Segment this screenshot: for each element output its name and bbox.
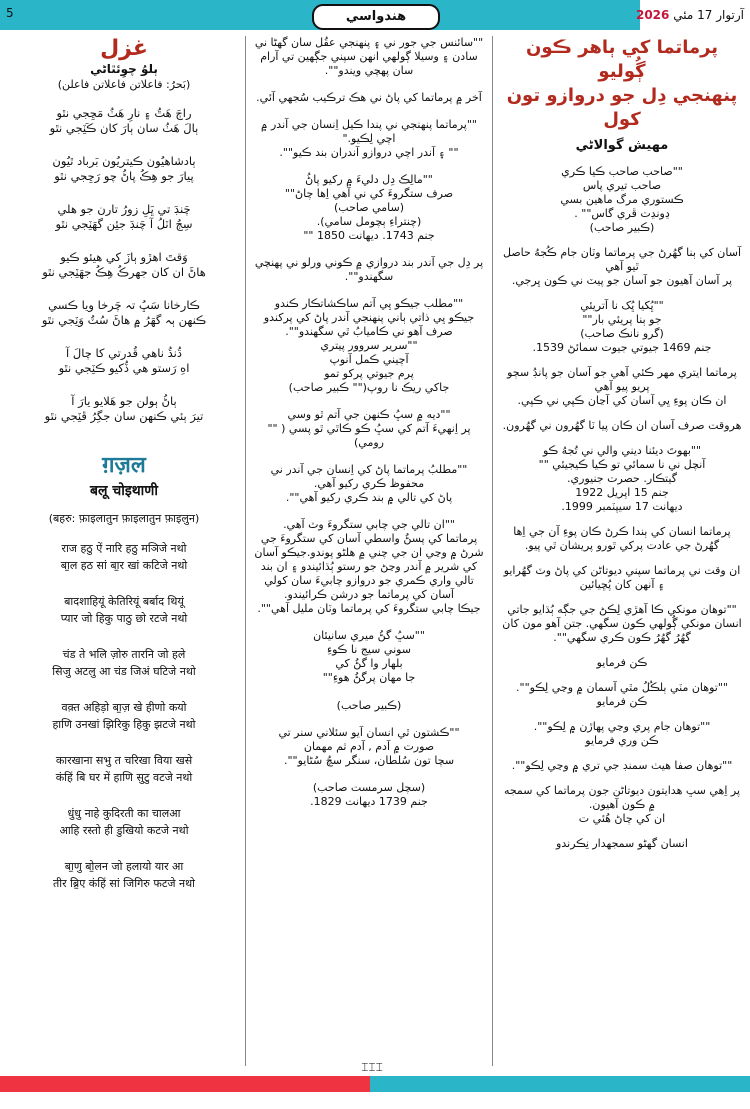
ghazal-meter-sindhi: (بَحرُ: فاعلاتن فاعلاتن فاعلن) <box>57 78 191 91</box>
article-author: مهيش گوالاڻي <box>575 138 669 153</box>
article-title-line2: پنهنجي دِل جو دروازو تون کول <box>506 85 738 130</box>
article-paragraph: ""بهوتَ ديئنا ديني والي ني تُجهُ ڪو آنچل ني نا سمائي تو ڪيا ڪيجيئي "" گيتڪار. حصرت جنيوري. جنم 15 اپريل 1922 ديهانت 17 سيپٽمبر 1999. <box>538 444 706 513</box>
article-paragraph: ""ڀُکيا ڀُک نا آتريئي جو ٻنا پريئي بار"" (گرو نانڪ صاحب) جنم 1469 جيوتي جيوت سمائڻ 1539. <box>532 299 712 354</box>
article-paragraph: ڪن فرمايو <box>596 656 648 669</box>
column-divider-right <box>492 36 493 1066</box>
footer-cyan-band <box>370 1076 750 1092</box>
ghazal-couplet: وَقتَ اهڙو ٻازَ کي هيئو ڪيو هاڻَ ان کان جهرڪُ هِڪُ جهَٽِجي نٿو <box>42 250 206 279</box>
article-paragraph: ""ان تالي جي چابي ستگروءَ وٽ آهي. پرماتما کي پسڻُ واسطي آسان کي ستگروءَ جي شرڻ ۾ وڃي ان جي چني ۾ هلڻو پوندو.جيڪو آسان کي شرير ۾ آندر وڃڻ جو رستو ٻُڌائيندو ۽ ان بند تالي واري ڪمري جو دروازو چابيءَ سان کولي آسان کي پرماتما جو درشن ڪرائيندو. جيڪا چابي ستگروءَ کي پرماتما وٽان مليل آهي"". <box>254 518 484 615</box>
page-number: 5 <box>6 6 14 20</box>
ghazal-author-devanagari: बलू चोइथाणी <box>89 483 159 499</box>
article-paragraph: آخر ۾ پرماتما کي پاڻ ني هڪ ترڪيب سُجهي آئي. <box>256 91 482 104</box>
year-text: 2026 <box>635 8 670 22</box>
dateline <box>560 8 744 22</box>
right-column <box>500 36 744 862</box>
article-paragraph: (سچل سرمست صاحب) جنم 1739 ديهانت 1829. <box>310 781 428 808</box>
article-paragraph: ""مطلبُ پرماتما پاڻ کي اِنسان جي آندر ني محفوظ ڪري رکيو آهي. پاڻ کي تالي ۾ بند ڪري رکيو آهي"". <box>270 463 468 504</box>
article-paragraph: ""ديه ۾ سڀُ ڪنهن جي آتم ٿو وسي پر اِنهيءَ آتم کي سڀُ ڪو ڪاٿي ٿو پسي ( "" رومي) <box>267 408 471 449</box>
ghazal-couplet: ٻاڻُ ٻولن جو هَلايو يارَ آ تيرَ ٻئي ڪنهن سان جگِرُ ڦٽِجي نٿو <box>44 394 204 423</box>
article-paragraph: انسان گهڻو سمجهدار نِڪرندو <box>556 837 688 850</box>
article-paragraph: ان وقت ني پرماتما سپني ديوتاڻن کي پاڻ وٽ گهُرايو ۽ آنهن کان پُڇيائين <box>503 564 741 591</box>
article-paragraph: پرماتما ايتري مهر ڪئي آهي جو آسان جو پانڊُ سڄو پريو پيو آهي ان ڪان پوءِ ڀي آسان کي آڃان ڪپي ني ڪپي. <box>507 366 737 407</box>
date-text: آرتوار 17 مئي <box>673 8 744 22</box>
article-paragraph: ""ڪشتون ٿي انسان آيو سئلاني سنر تي صورت ۾ آدم , آدم ثم مهمان سچا تون سُلطان، سنگر سچُ سُڻايو"". <box>278 726 460 767</box>
ghazal-couplet: ڪارخانا سَڀُ تہ چَرخا ويا ڪسي ڪنهن ٻہ گهَرُ ۾ هاڻَ سُٽُ وَٽِجي نٿو <box>41 298 207 327</box>
ghazal-author-sindhi: ٻلوُ چوِئٿاڻي <box>90 62 158 76</box>
article-paragraph: ""سڀُ گڻُ ميري سانيئان سوني سيج نا ڪوءِ بلهار وا گڻُ کي جا مهان پرگڻُ هوءِ"" (ڪبير صاحب) <box>313 629 425 712</box>
left-column <box>8 36 240 911</box>
article-paragraph: ""صاحب صاحب ڪيا ڪري صاحب تيري پاس ڪستوري مرگ ماهين بسي ڍونڍت ڦري گاس"" . (ڪبير صاحب) <box>560 165 684 234</box>
article-paragraph: هروقت صرف آسان ان ڪان پيا ٽا گهُرون ني گهُرون. <box>502 419 742 432</box>
middle-column <box>252 36 486 822</box>
article-title-line1: پرماتما کي ٻاهر ڪون ڳُوليو <box>525 37 719 82</box>
footer-red-band <box>0 1076 370 1092</box>
article-paragraph: ""مطلب جيڪو ڀي آتم ساڪشاتڪار ڪندو جيڪو ڀي ذاتي ٻاني پنهنجي آندر پاڻ کي پرکندو صرف آهو ني ڪاميابُ ٿي سگهندو"". ""سرير سروور پيتري آچيني ڪمل آنوپ پرم جيوتي پرکو تمو جاکي ريڪ نا روپ("" ڪبير صاحب) <box>263 297 475 394</box>
ghazal-couplet: ڌُنڌُ ناهي قُدرتي کا چالَ آ اهِ رَستو هي ڏُکيو ڪٽِجي نٿو <box>58 346 190 375</box>
article-paragraph: ""مالِڪ دِل دليءَ ۾ رکيو پاڻُ صرف ستگروءَ کي ني آهي اِها چاڻ"" (سامي صاحب) (چنتراءِ ٻچومل سامي). جنم 1743. ديهانت 1850 "" <box>284 173 454 242</box>
ghazal-couplets-devanagari <box>8 540 240 892</box>
ghazal-couplet: چَنڊَ تي ڀَلِ زورُ تارن جو هلي سِڄُ اٽلُ آ چَنڊَ جئِن گهَٽِجي نٿو <box>55 202 193 231</box>
footer-ornament: ⌶⌶⌶ <box>361 1060 383 1074</box>
article-paragraph: ""توهان جام پري وڃي پهاڙن ۾ لِڪو"". ڪن وري فرمايو <box>533 720 711 747</box>
article-paragraph: پر دِل جي آندر بند دروازي ۾ ڪوني ورلو ني پهنچي سگهندو"". <box>254 256 484 283</box>
ghazal-couplet: कारखाना सभु त चरिखा विया खसे कंहिं बि घर में हाणि सुटु वटजे नथो <box>55 754 193 784</box>
article-paragraph: ""توهان صفا هيٺ سمنڊ جي تري ۾ وڃي لِڪو"". <box>511 759 733 772</box>
article-paragraph: ""سائنس جي جور ني ۽ پنهنجي عقُل سان گهڻا ني سادن ۽ وسيلا ڳولهي انهن سپني جڳهين تي آرام سان پهچي ويندو"". <box>254 36 484 77</box>
masthead-logo: هندواسي <box>312 4 440 30</box>
ghazal-couplet: राज हठु ऐं नारि हठु मञिजे नथो बा॒ल हठ सां बा॒र खां कटिजे नथो <box>60 542 188 572</box>
ghazal-title-devanagari: ग़ज़ल <box>102 453 146 478</box>
ghazal-couplet: वक़्त अहिड़ो बा॒ज़ खे हीणो कयो हाणि उनखां झिरिकु हिकु झटजे नथो <box>52 701 196 731</box>
article-paragraph: آسان کي ٻنا گهُرڻ جي پرماتما وٽان جام ڪُجهُ حاصل ٿيو آهي پر آسان آهيون جو آسان جو پيٽ ني ڪون ڀرجي. <box>502 246 741 287</box>
devanagari-ghazal <box>8 452 240 892</box>
article-continuation <box>252 36 486 809</box>
article-body <box>500 165 744 851</box>
article-paragraph: پرماتما انسان کي ٻندا ڪرڻ ڪان پوءِ آن جي اِها گهُرڻ جي عادت پرکي ٿورو پريشان ٿي پيو. <box>513 525 731 552</box>
ghazal-title-sindhi: غزل <box>100 36 148 61</box>
ghazal-couplets-sindhi <box>8 106 240 424</box>
article-paragraph: ""توهان مونکي ڪا آهڙي لِڪڻ جي جڳه ٻُڌايو جاتي انسان مونکي ڳُولهي ڪون سگهي. جتن آهو مون کان گهُرُ گهُرُ ڪون ڪري سگهي"". <box>502 603 742 644</box>
ghazal-couplet: راڄَ هَٿُ ۽ نارِ هَٺُ مَڃِجي نٿو ٻالَ هَٺُ سان ٻارَ کان ڪَٽِجي نٿو <box>49 106 199 135</box>
column-divider-left <box>245 36 246 1066</box>
ghazal-couplet: बादशाहियूं केतिरियूं बर्बाद थियूं प्यार जो हिकु पाठु छो रटजे नथो <box>60 595 188 625</box>
ghazal-meter-devanagari: (बहरु: फ़ाइलातुन फ़ाइलातुन फ़ाइलुन) <box>48 512 200 525</box>
ghazal-couplet: बा॒णु बो॒लन जो हलायो यार आ तीर ब्रि॒ए कंहिं सां जिगिरु फटजे नथो <box>52 860 196 890</box>
ghazal-couplet: ٻادشاهيُون ڪيتريُون بَرباد ٿيُون پيارَ جو هِڪُ پاڻُ چو رَڃِجي نٿو <box>52 154 196 183</box>
header-bar <box>0 0 750 30</box>
article-paragraph: پر اِهي سڀ هدايتون ديوتاڻن جون پرماتما کي سمجه ۾ ڪون آهيون. ان کي چاڻ هُئي ت <box>503 784 741 825</box>
ghazal-couplet: धुंधु नाहे कुदिरती का चालआ आहि रस्तो ही डुखियो कटजे नथो <box>59 807 189 837</box>
footer-bar <box>0 1076 750 1092</box>
article-paragraph: ""پرماتما پنهنجي ني پندا ڪيل اِنسان جي آندر ۾ اچي لِڪيو." "" ۽ آندر اچي دروازو آندران بند ڪيو"". <box>261 118 477 159</box>
ghazal-couplet: चंड ते भलि ज़ोरु तारनि जो हले सिजु अटलु आ चंड जिअं घटिजे नथो <box>52 648 196 678</box>
article-paragraph: ""توهان مٽي ٻلڪُلُ مٿي آسمان ۾ وڃي لِڪو"". ڪن فرمايو <box>516 681 728 708</box>
